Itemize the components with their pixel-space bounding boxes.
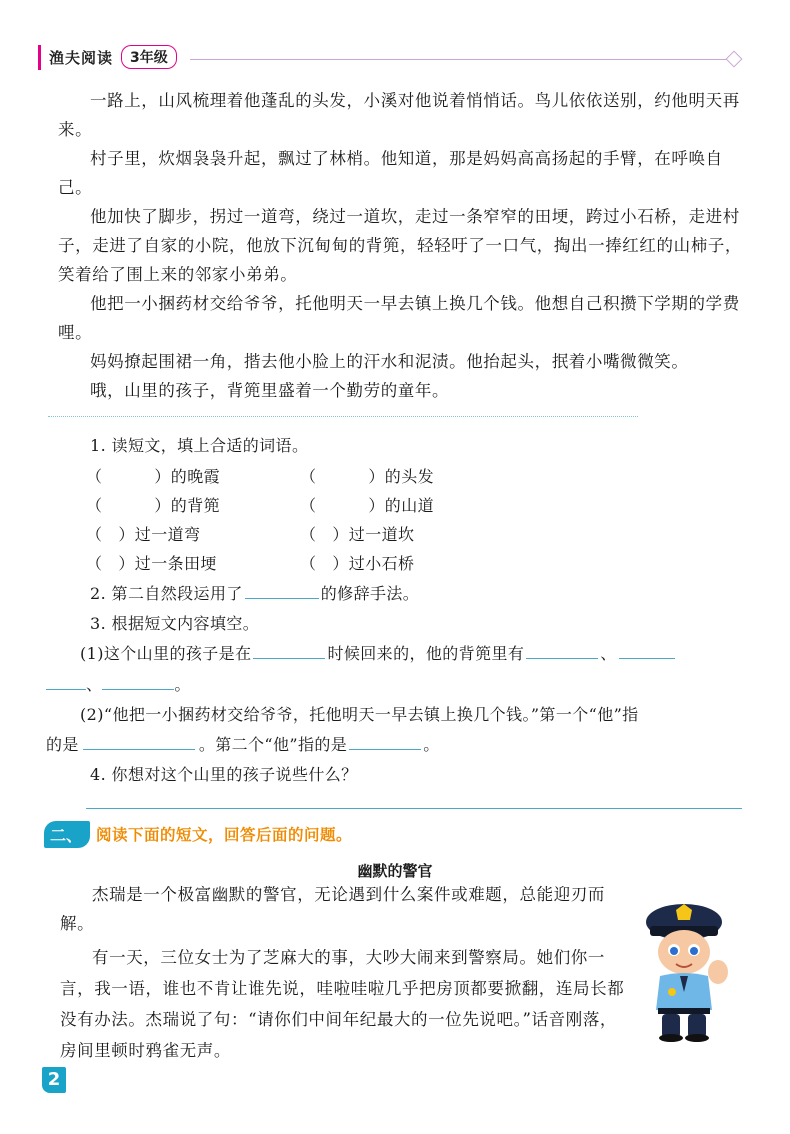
question-3-1-cont: [46, 671, 191, 699]
story-paragraph: 杰瑞是一个极富幽默的警官，无论遇到什么案件或难题，总能迎刃而解。: [60, 885, 605, 933]
question-3-1: [80, 640, 750, 668]
paren-label: ）的山道: [368, 496, 435, 515]
answer-blank[interactable]: [46, 671, 86, 690]
passage-paragraph: 一路上，山风梳理着他蓬乱的头发，小溪对他说着悄悄话。鸟儿依依送别，约他明天再来。: [58, 91, 740, 139]
header-rule: [190, 59, 730, 60]
question-text: 、: [600, 644, 617, 663]
paren-label: ）过小石桥: [332, 554, 415, 573]
diamond-ornament-icon: [726, 51, 743, 68]
answer-blank[interactable]: [253, 640, 325, 659]
section-2-header: [44, 820, 352, 848]
question-text: 2. 第二自然段运用了: [90, 584, 243, 603]
paren-open: （: [300, 467, 317, 486]
answer-line[interactable]: [86, 808, 742, 809]
paren-label: ）的背篼: [154, 496, 221, 515]
q1-row: [300, 550, 414, 578]
q1-row: [300, 521, 414, 549]
passage-paragraph: 村子里，炊烟袅袅升起，飘过了林梢。他知道，那是妈妈高高扬起的手臂，在呼唤自己。: [58, 149, 723, 197]
q1-row: [86, 550, 217, 578]
story-paragraph: 有一天，三位女士为了芝麻大的事，大吵大闹来到警察局。她们你一言，我一语，谁也不肯让谁先说，哇啦哇啦几乎把房顶都要掀翻，连局长都没有办法。杰瑞说了句：“请你们中间年纪最大的一位先说吧。”话音刚落，房间里顿时鸦雀无声。: [60, 948, 625, 1060]
question-2: [90, 580, 419, 608]
passage-paragraph: 他加快了脚步，拐过一道弯，绕过一道坎，走过一条窄窄的田埂，跨过小石桥，走进村子，走进了自家的小院，他放下沉甸甸的背篼，轻轻吁了一口气，掏出一捧红红的山柿子，笑着给了围上来的邻家小弟弟。: [58, 207, 742, 284]
question-1: 1. 读短文，填上合适的词语。: [90, 436, 309, 455]
question-text: 。: [423, 735, 440, 754]
answer-blank[interactable]: [83, 731, 195, 750]
paren-label: ）的晚霞: [154, 467, 221, 486]
answer-blank[interactable]: [349, 731, 421, 750]
question-text: 、: [86, 675, 103, 694]
paren-open: （: [300, 496, 317, 515]
question-text: 的修辞手法。: [320, 584, 420, 603]
question-text: 。第二个“他”指的是: [198, 735, 348, 754]
paren-open: （: [86, 525, 103, 544]
paren-open: （: [300, 554, 317, 573]
q1-row: [300, 492, 434, 520]
question-text: 的是: [46, 735, 79, 754]
paren-open: （: [86, 496, 103, 515]
section-instruction: 阅读下面的短文，回答后面的问题。: [96, 826, 353, 844]
question-4: 4. 你想对这个山里的孩子说些什么？: [90, 765, 358, 784]
paren-open: （: [86, 554, 103, 573]
question-text: 。: [174, 675, 191, 694]
answer-blank[interactable]: [102, 671, 174, 690]
dotted-divider: [48, 416, 638, 417]
question-3: 3. 根据短文内容填空。: [90, 614, 260, 633]
section-number: 二、: [44, 821, 90, 848]
passage-paragraph: 他把一小捆药材交给爷爷，托他明天一早去镇上换几个钱。他想自己积攒下学期的学费哩。: [58, 294, 740, 342]
brand-title: 渔夫阅读: [38, 45, 119, 70]
q1-row: [86, 492, 220, 520]
police-officer-illustration: [636, 892, 732, 1042]
answer-blank[interactable]: [245, 580, 319, 599]
paren-open: （: [300, 525, 317, 544]
page-header: [38, 44, 177, 70]
paren-label: ）过一条田埂: [118, 554, 217, 573]
passage-paragraph: 妈妈撩起围裙一角，揩去他小脸上的汗水和泥渍。他抬起头，抿着小嘴微微笑。: [90, 352, 689, 371]
q1-row: [86, 463, 220, 491]
paren-label: ）过一道坎: [332, 525, 415, 544]
question-text: 时候回来的，他的背篼里有: [327, 644, 525, 663]
paren-open: （: [86, 467, 103, 486]
q1-row: [86, 521, 200, 549]
question-text: (1)这个山里的孩子是在: [80, 644, 252, 663]
paren-label: ）的头发: [368, 467, 435, 486]
answer-blank[interactable]: [619, 640, 675, 659]
q1-row: [300, 463, 434, 491]
page-number: 2: [42, 1067, 66, 1093]
question-3-2: (2)“他把一小捆药材交给爷爷，托他明天一早去镇上换几个钱。”第一个“他”指: [80, 705, 639, 724]
grade-badge: 3年级: [121, 45, 177, 69]
question-3-2-cont: [46, 731, 440, 759]
answer-blank[interactable]: [526, 640, 598, 659]
passage-paragraph: 哦，山里的孩子，背篼里盛着一个勤劳的童年。: [90, 381, 450, 400]
story-title: 幽默的警官: [357, 862, 433, 880]
paren-label: ）过一道弯: [118, 525, 201, 544]
